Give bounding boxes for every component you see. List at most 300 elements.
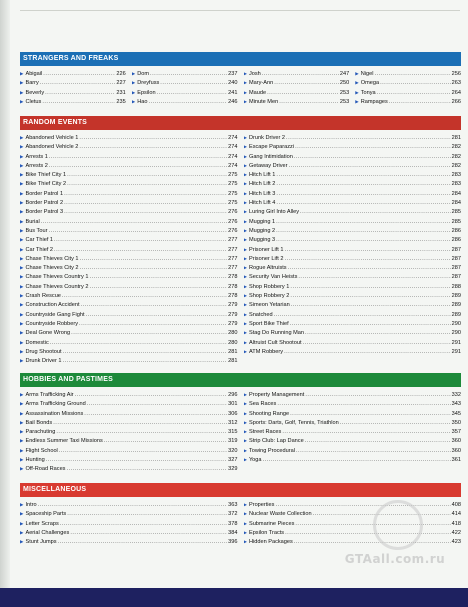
- index-entry[interactable]: [244, 399, 462, 408]
- index-entry[interactable]: [244, 328, 462, 337]
- dot-leader: [41, 218, 227, 226]
- dot-leader: [303, 339, 451, 347]
- entry-name: Luring Girl Into Alley: [248, 209, 300, 216]
- entry-page-number: 319: [228, 438, 238, 445]
- dot-leader: [377, 89, 451, 97]
- entry-name: Assassination Missions: [25, 410, 84, 417]
- index-entry[interactable]: [20, 446, 238, 455]
- play-arrow-icon: ▶: [20, 302, 24, 308]
- index-entry[interactable]: [244, 179, 462, 188]
- index-entry[interactable]: [20, 347, 238, 356]
- play-arrow-icon: ▶: [20, 172, 24, 178]
- entry-page-number: 315: [228, 429, 238, 436]
- play-arrow-icon: ▶: [243, 89, 247, 95]
- index-column: [355, 69, 461, 106]
- entry-name: Arrests 2: [25, 162, 48, 169]
- dot-leader: [294, 153, 451, 161]
- index-entry[interactable]: [244, 217, 462, 226]
- index-entry[interactable]: [20, 133, 238, 142]
- entry-name: Abigail: [25, 71, 43, 77]
- dot-leader: [58, 538, 228, 546]
- entry-page-number: 275: [228, 200, 238, 207]
- play-arrow-icon: ▶: [243, 135, 247, 140]
- play-arrow-icon: ▶: [20, 293, 24, 299]
- dot-leader: [79, 143, 227, 151]
- index-entry[interactable]: [20, 272, 238, 281]
- entry-name: Domestic: [25, 339, 49, 346]
- entry-page-number: 274: [228, 162, 238, 169]
- index-entry[interactable]: [20, 464, 238, 473]
- index-entry[interactable]: [355, 78, 461, 87]
- entry-name: Off-Road Races: [25, 466, 66, 473]
- entry-page-number: 276: [228, 227, 238, 234]
- dot-leader: [263, 456, 451, 464]
- section-header: MISCELLANEOUS: [20, 483, 461, 497]
- entry-name: Prisoner Lift 1: [248, 246, 284, 253]
- play-arrow-icon: ▶: [20, 511, 24, 517]
- play-arrow-icon: ▶: [20, 71, 24, 76]
- index-entry[interactable]: [244, 427, 462, 436]
- play-arrow-icon: ▶: [20, 392, 24, 397]
- play-arrow-icon: ▶: [20, 502, 24, 507]
- play-arrow-icon: ▶: [243, 237, 247, 243]
- index-entry[interactable]: [20, 207, 238, 216]
- index-entry[interactable]: [20, 528, 238, 537]
- index-entry[interactable]: [244, 347, 462, 356]
- entry-name: Rogue Altruists: [248, 265, 287, 272]
- index-entry[interactable]: [244, 254, 462, 263]
- play-arrow-icon: ▶: [243, 255, 247, 261]
- dot-leader: [49, 162, 227, 170]
- dot-leader: [274, 311, 451, 319]
- index-entry[interactable]: [20, 226, 238, 235]
- entry-page-number: 278: [228, 283, 238, 290]
- entry-page-number: 247: [339, 71, 350, 77]
- dot-leader: [64, 199, 227, 207]
- entry-name: Gang Intimidation: [248, 153, 293, 160]
- dot-leader: [80, 255, 228, 263]
- index-entry[interactable]: [20, 328, 238, 337]
- index-entry[interactable]: [244, 300, 462, 309]
- dot-leader: [60, 520, 227, 528]
- play-arrow-icon: ▶: [243, 265, 247, 271]
- entry-page-number: 301: [228, 401, 238, 408]
- dot-leader: [284, 255, 450, 263]
- play-arrow-icon: ▶: [131, 98, 136, 104]
- entry-name: Bail Bonds: [25, 419, 53, 426]
- entry-page-number: 291: [451, 339, 461, 346]
- index-entry[interactable]: [20, 97, 126, 106]
- dot-leader: [277, 400, 450, 408]
- dot-leader: [70, 529, 227, 537]
- entry-page-number: 423: [451, 539, 461, 546]
- dot-leader: [279, 98, 339, 106]
- index-entry[interactable]: [20, 291, 238, 300]
- dot-leader: [286, 134, 451, 142]
- entry-page-number: 361: [451, 457, 461, 464]
- play-arrow-icon: ▶: [20, 181, 24, 187]
- entry-page-number: 231: [116, 89, 126, 96]
- entry-page-number: 345: [451, 410, 461, 417]
- index-entry[interactable]: [244, 235, 462, 244]
- index-entry[interactable]: [244, 133, 462, 142]
- play-arrow-icon: ▶: [20, 466, 24, 472]
- entry-page-number: 288: [451, 283, 461, 290]
- index-entry[interactable]: [244, 446, 462, 455]
- index-entry[interactable]: [20, 319, 238, 328]
- index-entry[interactable]: [244, 338, 462, 347]
- dot-leader: [42, 98, 115, 106]
- index-column: [20, 69, 126, 106]
- entry-page-number: 286: [451, 227, 461, 234]
- index-entry[interactable]: [20, 254, 238, 263]
- index-entry[interactable]: [20, 198, 238, 207]
- index-entry[interactable]: [244, 207, 462, 216]
- index-entry[interactable]: [244, 263, 462, 272]
- index-entry[interactable]: [20, 455, 238, 464]
- index-entry[interactable]: [20, 436, 238, 445]
- play-arrow-icon: ▶: [243, 348, 247, 354]
- entry-name: Deal Gone Wrong: [25, 330, 71, 337]
- entry-page-number: 256: [451, 71, 461, 77]
- play-arrow-icon: ▶: [20, 339, 24, 345]
- entry-name: Spaceship Parts: [25, 511, 67, 518]
- index-entry[interactable]: [355, 88, 461, 97]
- index-entry[interactable]: [244, 245, 462, 254]
- dot-leader: [276, 199, 450, 207]
- index-entry[interactable]: [20, 245, 238, 254]
- index-entry[interactable]: [244, 88, 350, 97]
- play-arrow-icon: ▶: [243, 153, 247, 159]
- index-entry[interactable]: [244, 97, 350, 106]
- play-arrow-icon: ▶: [20, 447, 24, 453]
- play-arrow-icon: ▶: [243, 172, 247, 178]
- index-entry[interactable]: [20, 88, 126, 97]
- entry-page-number: 246: [228, 98, 238, 105]
- play-arrow-icon: ▶: [355, 71, 359, 76]
- index-entry[interactable]: [20, 509, 238, 518]
- play-arrow-icon: ▶: [20, 457, 24, 463]
- play-arrow-icon: ▶: [20, 144, 24, 150]
- entry-page-number: 235: [116, 98, 126, 105]
- index-entry[interactable]: [20, 235, 238, 244]
- dot-leader: [305, 437, 451, 445]
- dot-leader: [276, 190, 450, 198]
- section-columns: [20, 133, 461, 365]
- dot-leader: [79, 134, 227, 142]
- entry-page-number: 278: [228, 293, 238, 300]
- entry-page-number: 287: [451, 265, 461, 272]
- entry-name: Mugging 1: [248, 218, 276, 225]
- dot-leader: [296, 447, 451, 455]
- entry-page-number: 287: [451, 255, 461, 262]
- entry-page-number: 350: [451, 419, 461, 426]
- index-entry[interactable]: [20, 282, 238, 291]
- entry-page-number: 372: [228, 511, 238, 518]
- play-arrow-icon: ▶: [243, 320, 247, 326]
- play-arrow-icon: ▶: [243, 502, 247, 507]
- index-entry[interactable]: [20, 409, 238, 418]
- entry-page-number: 332: [451, 392, 461, 398]
- entry-name: Maude: [248, 89, 267, 96]
- entry-name: Car Thief 2: [25, 246, 54, 253]
- entry-name: Shop Robbery 1: [248, 283, 290, 290]
- entry-name: Hunting: [25, 457, 45, 464]
- play-arrow-icon: ▶: [243, 511, 247, 517]
- entry-page-number: 275: [228, 190, 238, 197]
- entry-name: Yoga: [248, 457, 262, 464]
- play-arrow-icon: ▶: [243, 311, 247, 317]
- entry-name: Sports: Darts, Golf, Tennis, Triathlon: [248, 419, 339, 426]
- entry-name: Flight School: [25, 447, 58, 454]
- index-entry[interactable]: [20, 152, 238, 161]
- play-arrow-icon: ▶: [131, 89, 136, 95]
- index-entry[interactable]: [244, 418, 462, 427]
- index-entry[interactable]: [20, 356, 238, 365]
- index-entry[interactable]: [132, 97, 238, 106]
- entry-page-number: 282: [451, 162, 461, 169]
- index-entry[interactable]: [132, 78, 238, 87]
- play-arrow-icon: ▶: [20, 283, 24, 289]
- entry-page-number: 274: [228, 153, 238, 160]
- index-entry[interactable]: [244, 390, 462, 399]
- section-hobbies-and-pastimes: [20, 373, 461, 474]
- entry-page-number: 284: [451, 200, 461, 207]
- entry-page-number: 360: [451, 447, 461, 454]
- index-entry[interactable]: [244, 272, 462, 281]
- index-entry[interactable]: [20, 500, 238, 509]
- dot-leader: [59, 447, 227, 455]
- entry-page-number: 384: [228, 529, 238, 536]
- entry-page-number: 289: [451, 302, 461, 309]
- index-entry[interactable]: [244, 409, 462, 418]
- entry-page-number: 320: [228, 447, 238, 454]
- index-entry[interactable]: [244, 226, 462, 235]
- dot-leader: [53, 419, 227, 427]
- index-column: [20, 133, 238, 365]
- entry-page-number: 263: [451, 80, 461, 87]
- watermark-emblem-icon: [373, 500, 423, 550]
- play-arrow-icon: ▶: [20, 89, 24, 95]
- index-entry[interactable]: [355, 69, 461, 78]
- index-entry[interactable]: [132, 69, 238, 78]
- section-columns: [20, 390, 461, 474]
- entry-name: Border Patrol 1: [25, 190, 64, 197]
- dot-leader: [389, 98, 451, 106]
- index-entry[interactable]: [20, 537, 238, 546]
- dot-leader: [274, 79, 339, 87]
- entry-name: Properties: [248, 502, 275, 508]
- dot-leader: [104, 437, 227, 445]
- entry-page-number: 357: [451, 429, 461, 436]
- dot-leader: [290, 410, 451, 418]
- play-arrow-icon: ▶: [131, 80, 136, 86]
- index-entry[interactable]: [20, 390, 238, 399]
- index-entry[interactable]: [20, 300, 238, 309]
- dot-leader: [290, 292, 450, 300]
- index-column: [244, 133, 462, 365]
- index-entry[interactable]: [20, 78, 126, 87]
- index-column: [20, 390, 238, 474]
- entry-name: Security Van Heists: [248, 274, 298, 281]
- index-entry[interactable]: [244, 189, 462, 198]
- dot-leader: [54, 236, 227, 244]
- entry-page-number: 277: [228, 246, 238, 253]
- dot-leader: [148, 98, 227, 106]
- entry-page-number: 343: [451, 401, 461, 408]
- entry-page-number: 282: [451, 144, 461, 151]
- index-entry[interactable]: [244, 310, 462, 319]
- play-arrow-icon: ▶: [243, 438, 247, 444]
- section-header: HOBBIES AND PASTIMES: [20, 373, 461, 387]
- entry-page-number: 329: [228, 466, 238, 473]
- index-entry[interactable]: [244, 142, 462, 151]
- index-entry[interactable]: [244, 455, 462, 464]
- index-entry[interactable]: [20, 399, 238, 408]
- entry-page-number: 285: [451, 209, 461, 216]
- entry-page-number: 237: [228, 71, 238, 77]
- index-entry[interactable]: [244, 78, 350, 87]
- index-entry[interactable]: [244, 161, 462, 170]
- entry-page-number: 281: [228, 358, 238, 365]
- entry-name: Submarine Pieces: [248, 520, 295, 527]
- entry-name: Nigel: [360, 71, 374, 77]
- index-entry[interactable]: [20, 142, 238, 151]
- entry-name: Arms Trafficking Ground: [25, 401, 86, 408]
- play-arrow-icon: ▶: [20, 419, 24, 425]
- entry-page-number: 266: [451, 98, 461, 105]
- entry-page-number: 264: [451, 89, 461, 96]
- play-arrow-icon: ▶: [243, 246, 247, 252]
- index-entry[interactable]: [20, 418, 238, 427]
- entry-page-number: 276: [228, 209, 238, 216]
- index-entry[interactable]: [244, 69, 350, 78]
- play-arrow-icon: ▶: [20, 311, 24, 317]
- entry-page-number: 277: [228, 237, 238, 244]
- index-entry[interactable]: [244, 319, 462, 328]
- play-arrow-icon: ▶: [243, 71, 247, 76]
- entry-name: Drunk Driver 1: [25, 358, 62, 365]
- section-columns: [20, 69, 461, 106]
- entry-name: Street Races: [248, 429, 282, 436]
- entry-name: Hitch Lift 2: [248, 181, 276, 188]
- entry-name: Drunk Driver 2: [248, 135, 286, 141]
- dot-leader: [43, 70, 115, 78]
- index-column: [132, 69, 238, 106]
- play-arrow-icon: ▶: [20, 330, 24, 336]
- play-arrow-icon: ▶: [243, 190, 247, 196]
- index-entry[interactable]: [20, 519, 238, 528]
- index-entry[interactable]: [132, 88, 238, 97]
- index-entry[interactable]: [244, 436, 462, 445]
- play-arrow-icon: ▶: [243, 330, 247, 336]
- entry-page-number: 274: [228, 144, 238, 151]
- dot-leader: [50, 339, 227, 347]
- index-entry[interactable]: [20, 427, 238, 436]
- index-entry[interactable]: [20, 189, 238, 198]
- entry-name: Chase Thieves Country 2: [25, 283, 89, 290]
- dot-leader: [305, 329, 451, 337]
- entry-page-number: 396: [228, 539, 238, 546]
- index-entry[interactable]: [244, 282, 462, 291]
- play-arrow-icon: ▶: [20, 520, 24, 526]
- index-entry[interactable]: [20, 338, 238, 347]
- index-column: [244, 69, 350, 106]
- dot-leader: [276, 218, 451, 226]
- dot-leader: [64, 190, 227, 198]
- entry-page-number: 414: [451, 511, 461, 518]
- section-header: STRANGERS AND FREAKS: [20, 52, 461, 66]
- entry-page-number: 250: [339, 80, 350, 87]
- index-entry[interactable]: [20, 161, 238, 170]
- entry-name: Minute Men: [248, 98, 279, 105]
- entry-page-number: 289: [451, 293, 461, 300]
- index-entry[interactable]: [244, 152, 462, 161]
- dot-leader: [282, 428, 450, 436]
- index-entry[interactable]: [244, 291, 462, 300]
- play-arrow-icon: ▶: [243, 227, 247, 233]
- entry-name: Border Patrol 3: [25, 209, 64, 216]
- bottom-footer-bar: [0, 588, 468, 607]
- section-strangers-and-freaks: [20, 52, 461, 106]
- entry-page-number: 360: [451, 438, 461, 445]
- dot-leader: [289, 162, 451, 170]
- index-entry[interactable]: [20, 170, 238, 179]
- entry-name: Cletus: [25, 98, 42, 105]
- entry-name: Parachuting: [25, 429, 56, 436]
- play-arrow-icon: ▶: [243, 80, 247, 86]
- play-arrow-icon: ▶: [20, 246, 24, 252]
- entry-page-number: 287: [451, 274, 461, 281]
- dot-leader: [290, 320, 451, 328]
- entry-name: Stag Do Running Man: [248, 330, 305, 337]
- index-entry[interactable]: [244, 198, 462, 207]
- index-entry[interactable]: [20, 217, 238, 226]
- dot-leader: [262, 70, 339, 78]
- index-entry[interactable]: [20, 263, 238, 272]
- dot-leader: [66, 465, 227, 473]
- entry-name: Arms Trafficking Air: [25, 392, 74, 398]
- entry-name: Prisoner Lift 2: [248, 255, 284, 262]
- play-arrow-icon: ▶: [243, 539, 247, 545]
- entry-page-number: 312: [228, 419, 238, 426]
- entry-page-number: 289: [451, 311, 461, 318]
- index-entry[interactable]: [244, 170, 462, 179]
- entry-name: Getaway Driver: [248, 162, 288, 169]
- entry-name: Strip Club: Lap Dance: [248, 438, 304, 445]
- play-arrow-icon: ▶: [355, 89, 359, 95]
- entry-name: Stunt Jumps: [25, 539, 57, 546]
- play-arrow-icon: ▶: [20, 438, 24, 444]
- entry-name: Simeon Yetarian: [248, 302, 290, 309]
- entry-name: Hitch Lift 3: [248, 190, 276, 197]
- entry-name: Dreyfuss: [137, 80, 160, 87]
- entry-page-number: 306: [228, 410, 238, 417]
- index-entry[interactable]: [20, 179, 238, 188]
- entry-name: Abandoned Vehicle 2: [25, 144, 79, 151]
- index-entry[interactable]: [355, 97, 461, 106]
- index-entry[interactable]: [20, 310, 238, 319]
- play-arrow-icon: ▶: [20, 209, 24, 215]
- entry-page-number: 280: [228, 339, 238, 346]
- play-arrow-icon: ▶: [20, 410, 24, 416]
- play-arrow-icon: ▶: [20, 237, 24, 243]
- entry-name: Abandoned Vehicle 1: [25, 135, 79, 141]
- index-entry[interactable]: [20, 69, 126, 78]
- entry-name: Snatched: [248, 311, 273, 318]
- dot-leader: [276, 180, 450, 188]
- dot-leader: [150, 70, 227, 78]
